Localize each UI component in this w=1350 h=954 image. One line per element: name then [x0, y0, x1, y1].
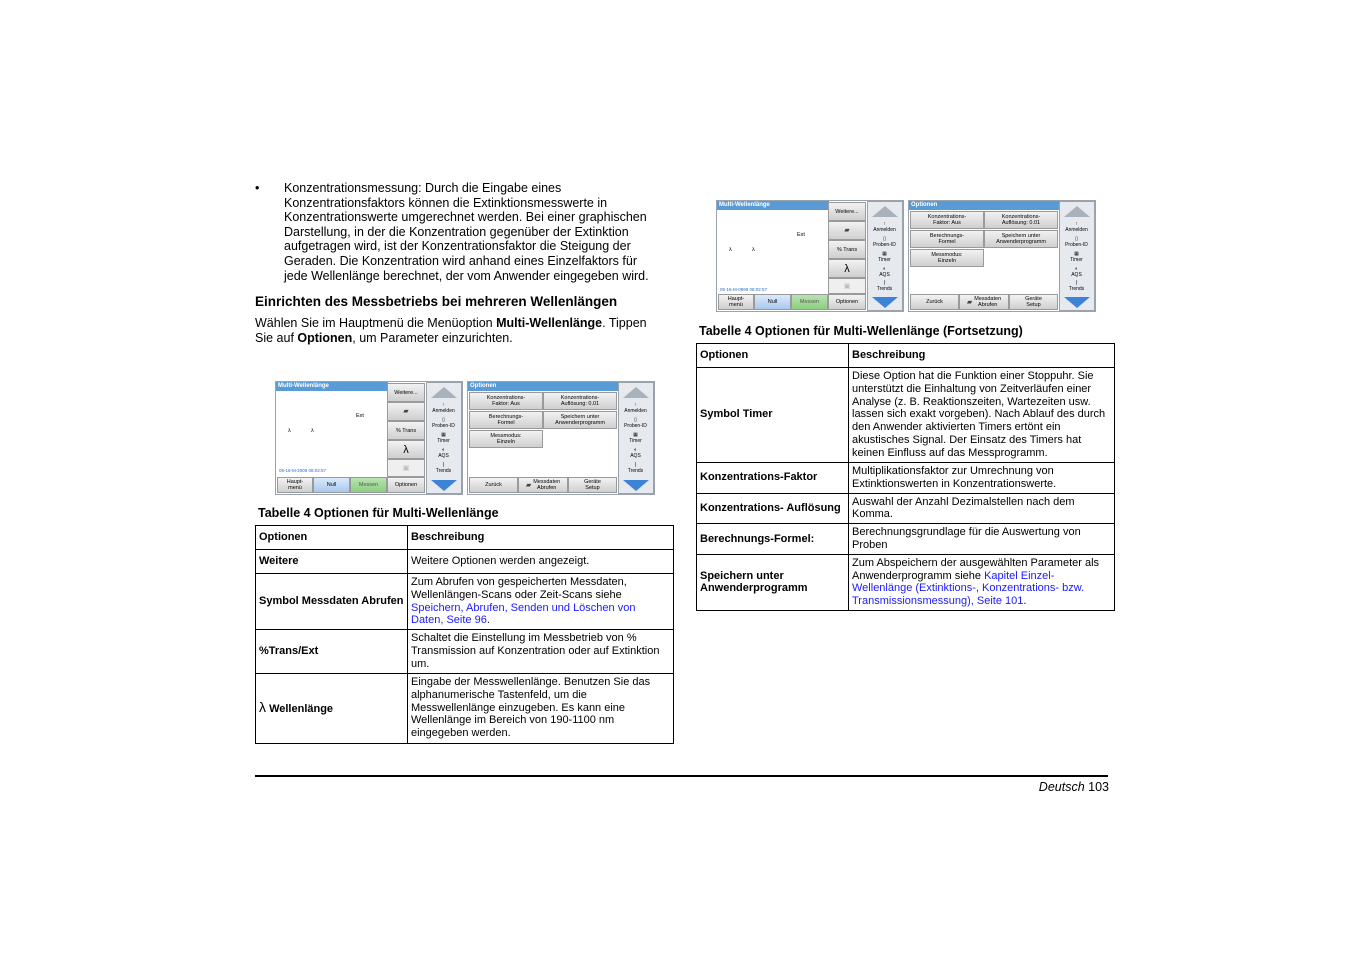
- rail-trends-label: Trends: [876, 285, 893, 292]
- rail-proben-label: Proben-ID: [1065, 241, 1088, 248]
- table-left-caption: Tabelle 4 Optionen für Multi-Wellenlänge: [258, 506, 499, 520]
- rail-aqs[interactable]: [620, 448, 651, 459]
- trends-icon: ⌊: [442, 462, 445, 468]
- rail-aqs[interactable]: [869, 267, 900, 278]
- rail-trends[interactable]: [428, 463, 459, 474]
- table-row: [697, 493, 1115, 524]
- aqs-icon: ◐: [441, 447, 446, 453]
- rail-trends-label: Trends: [627, 467, 644, 474]
- hauptmenu-button[interactable]: Haupt- menü: [718, 294, 754, 310]
- tube-icon: ▯: [883, 236, 886, 242]
- folder-icon: ▰: [525, 481, 532, 489]
- option-cell: Weitere: [256, 550, 408, 574]
- section-heading: Einrichten des Messbetriebs bei mehreren Wellenlängen: [255, 294, 618, 309]
- rail-anmelden[interactable]: [869, 222, 900, 233]
- screen-title: Multi-Wellenlänge: [276, 382, 388, 391]
- messmodus-button[interactable]: Messmodus: Einzeln: [910, 249, 984, 267]
- option-cell: Konzentrations- Auflösung: [697, 493, 849, 524]
- person-icon: ↑: [634, 402, 637, 408]
- desc-cell: Auswahl der Anzahl Dezimalstellen nach dem Komma.: [849, 493, 1115, 524]
- rail-anmelden-label: Anmelden: [432, 407, 455, 414]
- side-rail: [426, 382, 462, 494]
- desc-cell: Multiplikationsfaktor zur Umrechnung von Extinktionswerten in Konzentrationswerte.: [849, 462, 1115, 493]
- header-beschreibung: Beschreibung: [408, 526, 674, 550]
- messen-button[interactable]: Messen: [350, 477, 387, 493]
- hauptmenu-button[interactable]: Haupt- menü: [277, 477, 313, 493]
- weitere-button[interactable]: Weitere...: [828, 202, 866, 221]
- rail-trends[interactable]: [869, 281, 900, 292]
- ext-label: Ext: [356, 413, 364, 419]
- rail-trends-label: Trends: [435, 467, 452, 474]
- konz-aufloesung-button[interactable]: Konzentrations- Auflösung: 0.01: [543, 392, 617, 410]
- date-time: 05-16-M-2009 08:02:57: [279, 468, 327, 473]
- rail-anmelden[interactable]: [428, 403, 459, 414]
- optionen-button[interactable]: Optionen: [387, 477, 425, 493]
- desc-cell: Weitere Optionen werden angezeigt.: [408, 550, 674, 574]
- desc-after: .: [486, 614, 490, 627]
- print-icon: ▣: [843, 282, 851, 290]
- option-cell: Speichern unter Anwenderprogramm: [697, 554, 849, 610]
- timer-icon: ▦: [882, 251, 887, 257]
- bullet-paragraph: Konzentrationsmessung: Durch die Eingabe eines Konzentrationsfaktors können die Extinktionsmesswerte in Konzentrationswerte umgerechnet werden. Bei einer graphischen Darstellung, in der die Konzentration gegenüber der Extinktion aufgetragen wird, ist der Konzentrationsfaktor die Steigung der Geraden. Die Konzentration wird anhand eines Einzelfaktors für jede Wellenlänge berechnet, der vom Anwender eingegeben wird.: [284, 181, 649, 283]
- rail-proben[interactable]: [1061, 237, 1092, 248]
- rail-proben[interactable]: [869, 237, 900, 248]
- page-number: 103: [1088, 780, 1109, 794]
- lambda-button[interactable]: λ: [828, 259, 866, 278]
- screenshot-options-left: [467, 381, 655, 495]
- rail-proben[interactable]: [428, 418, 459, 429]
- rail-proben[interactable]: [620, 418, 651, 429]
- intro-paragraph: [255, 316, 665, 345]
- rail-anmelden-label: Anmelden: [1065, 226, 1088, 233]
- screenshot-measure-left: [275, 381, 463, 495]
- table-row: [256, 630, 674, 673]
- cross-reference-link[interactable]: Kapitel Einzel-Wellenlänge (Extinktions-, Konzentrations- bzw. Transmissionsmessung), Seite 101: [852, 569, 1085, 608]
- rail-anmelden-label: Anmelden: [873, 226, 896, 233]
- rail-timer-label: Timer: [629, 437, 642, 444]
- scroll-up-icon[interactable]: [872, 206, 898, 217]
- geraete-setup-button[interactable]: Geräte Setup: [1009, 294, 1058, 310]
- ext-label: Ext: [797, 232, 805, 238]
- rail-trends[interactable]: [620, 463, 651, 474]
- option-label: Wellenlänge: [269, 702, 334, 715]
- aqs-icon: ◐: [1074, 266, 1079, 272]
- desc-text: Zum Abspeichern der ausgewählten Parameter als Anwenderprogramm siehe: [852, 556, 1100, 582]
- scroll-down-icon[interactable]: [623, 480, 649, 491]
- table-row: [256, 550, 674, 574]
- messdaten-button[interactable]: [518, 477, 568, 493]
- disabled-button: [387, 459, 425, 477]
- rail-proben-label: Proben-ID: [432, 422, 455, 429]
- rail-proben-label: Proben-ID: [873, 241, 896, 248]
- rail-anmelden[interactable]: [1061, 222, 1092, 233]
- page-footer: [1000, 780, 1109, 794]
- person-icon: ↑: [442, 402, 445, 408]
- lambda-label-a: λ: [729, 247, 732, 253]
- rail-anmelden-label: Anmelden: [624, 407, 647, 414]
- trends-icon: ⌊: [1075, 280, 1078, 286]
- footer-language: Deutsch: [1038, 780, 1085, 794]
- rail-timer[interactable]: [1061, 252, 1092, 263]
- desc-cell: Eingabe der Messwellenlänge. Benutzen Sie das alphanumerische Tastenfeld, um die Messwellenlänge einzugeben. Es kann eine Wellenlänge im Bereich von 190-1100 nm eingegeben werden.: [408, 673, 674, 743]
- timer-icon: ▦: [633, 432, 638, 438]
- zurueck-button[interactable]: Zurück: [910, 294, 959, 310]
- desc-cell: [408, 574, 674, 630]
- lambda-label-a: λ: [288, 428, 291, 434]
- rail-anmelden[interactable]: [620, 403, 651, 414]
- lambda-button[interactable]: λ: [387, 440, 425, 459]
- option-cell: %Trans/Ext: [256, 630, 408, 673]
- scroll-up-icon[interactable]: [431, 387, 457, 398]
- person-icon: ↑: [1075, 221, 1078, 227]
- desc-cell: Berechnungsgrundlage für die Auswertung von Proben: [849, 524, 1115, 555]
- intro-text-3: , um Parameter einzurichten.: [352, 330, 513, 345]
- side-rail: [1059, 201, 1095, 311]
- intro-text-2: . Tippen Sie auf: [255, 316, 647, 345]
- desc-cell: Schaltet die Einstellung im Messbetrieb von % Transmission auf Konzentration oder auf Extinktion um.: [408, 630, 674, 673]
- speichern-button[interactable]: Speichern unter Anwenderprogramm: [984, 230, 1058, 248]
- side-rail: [618, 382, 654, 494]
- table-left: [255, 525, 674, 744]
- berechnungs-formel-button[interactable]: Berechnungs- Formel: [469, 411, 543, 429]
- rail-timer-label: Timer: [878, 256, 891, 263]
- folder-icon: ▰: [403, 408, 409, 415]
- footer-rule: [255, 775, 1108, 777]
- rail-aqs-label: AQS: [630, 452, 641, 459]
- bullet-symbol: •: [255, 181, 260, 195]
- rail-timer[interactable]: [869, 252, 900, 263]
- option-cell: Symbol Timer: [697, 368, 849, 463]
- messdaten-label: Messdaten Abrufen: [974, 296, 1002, 308]
- messdaten-label: Messdaten Abrufen: [533, 479, 561, 491]
- table-row: [697, 462, 1115, 493]
- option-cell: Konzentrations-Faktor: [697, 462, 849, 493]
- trends-icon: ⌊: [883, 280, 886, 286]
- table-header-row: [697, 344, 1115, 368]
- header-optionen: Optionen: [256, 526, 408, 550]
- trends-icon: ⌊: [634, 462, 637, 468]
- rail-timer-label: Timer: [1070, 256, 1083, 263]
- intro-bold-2: Optionen: [297, 330, 353, 345]
- timer-icon: ▦: [1074, 251, 1079, 257]
- rail-aqs-label: AQS: [879, 271, 890, 278]
- zurueck-button[interactable]: Zurück: [469, 477, 518, 493]
- screen-title: Optionen: [468, 382, 618, 391]
- table-row: [697, 554, 1115, 610]
- side-rail: [867, 201, 903, 311]
- scroll-down-icon[interactable]: [872, 297, 898, 308]
- intro-bold-1: Multi-Wellenlänge: [496, 316, 603, 330]
- messdaten-abrufen-button[interactable]: [828, 221, 866, 240]
- geraete-setup-button[interactable]: Geräte Setup: [568, 477, 617, 493]
- tube-icon: ▯: [634, 417, 637, 423]
- desc-cell: Diese Option hat die Funktion einer Stoppuhr. Sie unterstützt die Einhaltung von Zeitverläufen einer Analyse (z. B. Reaktionszeiten, Wartezeiten usw. lassen sich exakt vorgeben). Nach Ablauf des durch den Anwender aktivierten Timers ertönt ein akustisches Signal. Der Einsatz des Timers hat keinen Einfluss auf das Messprogramm.: [849, 368, 1115, 463]
- null-button[interactable]: Null: [754, 294, 791, 310]
- trans-button[interactable]: % Trans: [828, 240, 866, 259]
- rail-timer[interactable]: [428, 433, 459, 444]
- scroll-up-icon[interactable]: [1064, 206, 1090, 217]
- messen-button[interactable]: Messen: [791, 294, 828, 310]
- messmodus-button[interactable]: Messmodus: Einzeln: [469, 430, 543, 448]
- screen-title: Multi-Wellenlänge: [717, 201, 829, 210]
- tube-icon: ▯: [1075, 236, 1078, 242]
- konz-aufloesung-button[interactable]: Konzentrations- Auflösung: 0.01: [984, 211, 1058, 229]
- lambda-label-b: λ: [752, 247, 755, 253]
- intro-text-1: Wählen Sie im Hauptmenü die Menüoption: [255, 316, 497, 330]
- trans-button[interactable]: % Trans: [387, 421, 425, 440]
- speichern-button[interactable]: Speichern unter Anwenderprogramm: [543, 411, 617, 429]
- option-cell: [256, 673, 408, 743]
- rail-proben-label: Proben-ID: [624, 422, 647, 429]
- table-row: [256, 673, 674, 743]
- rail-trends[interactable]: [1061, 281, 1092, 292]
- print-icon: ▣: [402, 464, 410, 472]
- table-row: [256, 574, 674, 630]
- aqs-icon: ◐: [633, 447, 638, 453]
- messdaten-abrufen-button[interactable]: [387, 402, 425, 421]
- lambda-symbol: λ: [259, 698, 266, 715]
- aqs-icon: ◐: [882, 266, 887, 272]
- screen-title: Optionen: [909, 201, 1059, 210]
- disabled-button: [828, 278, 866, 294]
- konz-faktor-button[interactable]: Konzentrations- Faktor: Aus: [469, 392, 543, 410]
- table-right-caption: Tabelle 4 Optionen für Multi-Wellenlänge (Fortsetzung): [699, 324, 1023, 338]
- screenshot-options-right: [908, 200, 1096, 312]
- date-time: 05-16-M-0999 08:02:57: [720, 287, 768, 292]
- header-beschreibung: Beschreibung: [849, 344, 1115, 368]
- rail-timer[interactable]: [620, 433, 651, 444]
- desc-cell: [849, 554, 1115, 610]
- folder-icon: ▰: [966, 298, 973, 306]
- scroll-down-icon[interactable]: [1064, 297, 1090, 308]
- option-cell: Berechnungs-Formel:: [697, 524, 849, 555]
- messdaten-button[interactable]: [959, 294, 1009, 310]
- desc-after: .: [1023, 595, 1027, 608]
- scroll-up-icon[interactable]: [623, 387, 649, 398]
- tube-icon: ▯: [442, 417, 445, 423]
- rail-aqs[interactable]: [1061, 267, 1092, 278]
- cross-reference-link[interactable]: Speichern, Abrufen, Senden und Löschen von Daten, Seite 96: [411, 601, 636, 627]
- weitere-button[interactable]: Weitere...: [387, 383, 425, 402]
- konz-faktor-button[interactable]: Konzentrations- Faktor: Aus: [910, 211, 984, 229]
- screenshot-measure-right: [716, 200, 904, 312]
- table-row: [697, 368, 1115, 463]
- folder-icon: ▰: [844, 227, 850, 234]
- table-right: [696, 343, 1115, 611]
- desc-text: Zum Abrufen von gespeicherten Messdaten, Wellenlängen-Scans oder Zeit-Scans siehe: [411, 576, 627, 601]
- scroll-down-icon[interactable]: [431, 480, 457, 491]
- timer-icon: ▦: [441, 432, 446, 438]
- table-row: [697, 524, 1115, 555]
- lambda-label-b: λ: [311, 428, 314, 434]
- rail-aqs-label: AQS: [438, 452, 449, 459]
- rail-timer-label: Timer: [437, 437, 450, 444]
- table-header-row: [256, 526, 674, 550]
- rail-aqs-label: AQS: [1071, 271, 1082, 278]
- rail-trends-label: Trends: [1068, 285, 1085, 292]
- person-icon: ↑: [883, 221, 886, 227]
- optionen-button[interactable]: Optionen: [828, 294, 866, 310]
- berechnungs-formel-button[interactable]: Berechnungs- Formel: [910, 230, 984, 248]
- header-optionen: Optionen: [697, 344, 849, 368]
- rail-aqs[interactable]: [428, 448, 459, 459]
- null-button[interactable]: Null: [313, 477, 350, 493]
- option-cell: Symbol Messdaten Abrufen: [256, 574, 408, 630]
